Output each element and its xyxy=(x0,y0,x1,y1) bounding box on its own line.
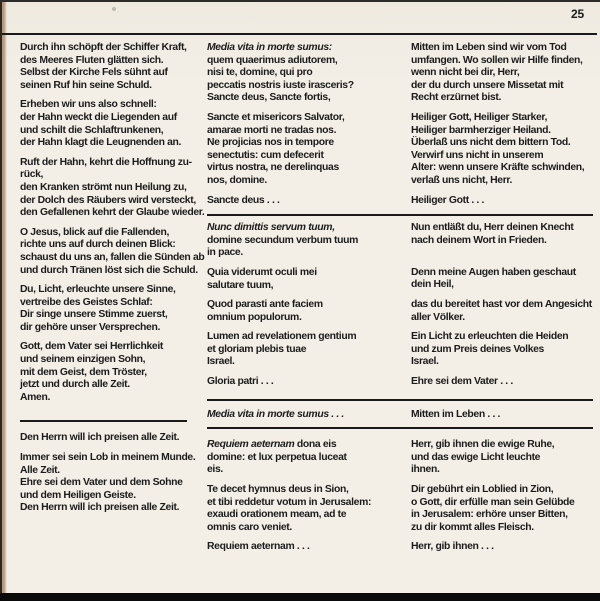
header-rule xyxy=(2,33,597,35)
section-divider xyxy=(20,420,187,422)
verse-paragraph: Erheben wir uns also schnell: der Hahn weckt die Liegenden auf und schilt die Schlaftrunkenen, der Hahn klagt die Leugnenden an. xyxy=(20,99,182,149)
page-number: 25 xyxy=(571,7,584,21)
latin-german-columns xyxy=(207,42,593,561)
verse-incipit: Nunc dimittis servum tuum, xyxy=(207,222,335,234)
verse-paragraph: Te decet hymnus deus in Sion, et tibi reddetur votum in Jerusalem: exaudi orationem meam, ad te omnis caro veniet. xyxy=(207,484,372,533)
verse-paragraph: Herr, gib ihnen die ewige Ruhe, und das ewige Licht leuchte ihnen. xyxy=(411,439,555,476)
verse-paragraph: Ein Licht zu erleuchten die Heiden und zum Preis deines Volkes Israel. xyxy=(411,331,569,368)
verse-paragraph: Gott, dem Vater sei Herrlichkeit und seinem einzigen Sohn, mit dem Geist, dem Tröster, jetzt und durch alle Zeit. Amen. xyxy=(20,341,163,403)
scan-artifact xyxy=(112,7,116,11)
verse-paragraph: Heiliger Gott . . . xyxy=(411,194,485,206)
verse-paragraph: Sancte deus . . . xyxy=(207,194,280,206)
verse-paragraph: Nun entläßt du, Herr deinen Knecht nach deinem Wort in Frieden. xyxy=(411,222,574,246)
verse-paragraph: das du bereitet hast vor dem Angesicht aller Völker. xyxy=(411,299,592,323)
german-section-mitten-im-leben xyxy=(411,42,593,214)
verse-paragraph: O Jesus, blick auf die Fallenden, richte uns auf durch deinen Blick: schaust du uns an, fallen die Sünden ab und durch Tränen löst sich die Schuld. xyxy=(20,226,205,276)
verse-paragraph: Sancte et misericors Salvator, amarae morti ne tradas nos. Ne projicias nos in tempore senectutis: cum defecerit virtus nostra, ne derelinquas nos, domine. xyxy=(207,111,345,186)
verse-paragraph: Ehre sei dem Vater . . . xyxy=(411,375,513,387)
verse-incipit: Requiem aeternam xyxy=(207,439,295,451)
verse-paragraph: Dir gebührt ein Loblied in Zion, o Gott, dir erfülle man sein Gelübde in Jerusalem: erhöre unser Bitten, zu dir kommt alles Fleisch. xyxy=(411,484,575,533)
section-divider xyxy=(207,214,593,216)
verse-paragraph xyxy=(207,222,390,260)
page-content xyxy=(20,42,593,561)
verse-paragraph: Requiem aeternam . . . xyxy=(207,541,310,553)
verse-body: dona eis domine: et lux perpetua luceat eis. xyxy=(207,439,347,476)
verse-paragraph: Du, Licht, erleuchte unsere Sinne, vertreibe des Geistes Schlaf: Dir singe unsere Stimme zuerst, dir gehöre unser Versprechen. xyxy=(20,284,176,333)
verse-body: domine secundum verbum tuum in pace. xyxy=(207,234,359,259)
verse-paragraph: Ruft der Hahn, kehrt die Hoffnung zu- rück, den Kranken strömt nun Heilung zu, der Dolch des Räubers wird versteckt, den Gefallenen kehrt der Glaube wieder. xyxy=(20,156,205,219)
section-divider xyxy=(207,399,593,401)
verse-paragraph: Herr, gib ihnen . . . xyxy=(411,541,494,553)
latin-section-media-vita xyxy=(207,42,390,214)
verse-paragraph: Quia viderumt oculi mei salutare tuum, xyxy=(207,266,317,291)
verse-paragraph xyxy=(207,42,390,105)
verse-paragraph: Mitten im Leben . . . xyxy=(411,408,501,420)
scan-top-edge xyxy=(0,0,600,2)
german-section-nun-entlaesst xyxy=(411,222,593,396)
verse-paragraph: Heiliger Gott, Heiliger Starker, Heiliger barmherziger Heiland. Überlaß uns nicht dem bittern Tod. Verwirf uns nicht in unserem Alter: wenn unsere Kräfte schwinden, verlaß uns nicht, Herr. xyxy=(411,111,585,186)
verse-paragraph xyxy=(207,439,390,477)
verse-paragraph: Immer sei sein Lob in meinem Munde. Alle Zeit. Ehre sei dem Vater und dem Sohne und dem Heiligen Geiste. Den Herrn will ich preisen alle Zeit. xyxy=(20,452,196,514)
scan-spine-edge xyxy=(0,2,7,594)
verse-paragraph: Quod parasti ante faciem omnium populorum. xyxy=(207,299,323,323)
left-column-german-hymn xyxy=(20,42,205,522)
scan-bottom-edge xyxy=(0,593,600,601)
verse-paragraph: Den Herrn will ich preisen alle Zeit. xyxy=(20,432,180,444)
latin-section-requiem xyxy=(207,439,390,561)
verse-paragraph: Gloria patri . . . xyxy=(207,376,274,388)
verse-body: quem quaerimus adiutorem, nisi te, domine, qui pro peccatis nostris iuste irasceris? Sancte deus, Sancte fortis, xyxy=(207,54,354,104)
verse-incipit: Media vita in morte sumus . . . xyxy=(207,408,344,420)
section-divider xyxy=(207,427,593,429)
verse-paragraph: Durch ihn schöpft der Schiffer Kraft, des Meeres Fluten glätten sich. Selbst der Kirche Fels sühnt auf seinen Ruf hin seine Schuld. xyxy=(20,42,187,91)
verse-incipit: Media vita in morte sumus: xyxy=(207,42,332,53)
german-section-herr-gib-ihnen xyxy=(411,439,593,561)
verse-paragraph: Denn meine Augen haben geschaut dein Heil, xyxy=(411,266,576,291)
latin-section-media-vita-reprise xyxy=(207,409,390,422)
verse-paragraph: Mitten im Leben sind wir vom Tod umfangen. Wo sollen wir Hilfe finden, wenn nicht bei dir, Herr, der du durch unsere Missetat mit Recht erzürnet bist. xyxy=(411,42,583,104)
verse-paragraph: Lumen ad revelationem gentium et gloriam plebis tuae Israel. xyxy=(207,331,357,368)
latin-section-nunc-dimittis xyxy=(207,222,390,396)
german-section-mitten-reprise xyxy=(411,409,593,422)
